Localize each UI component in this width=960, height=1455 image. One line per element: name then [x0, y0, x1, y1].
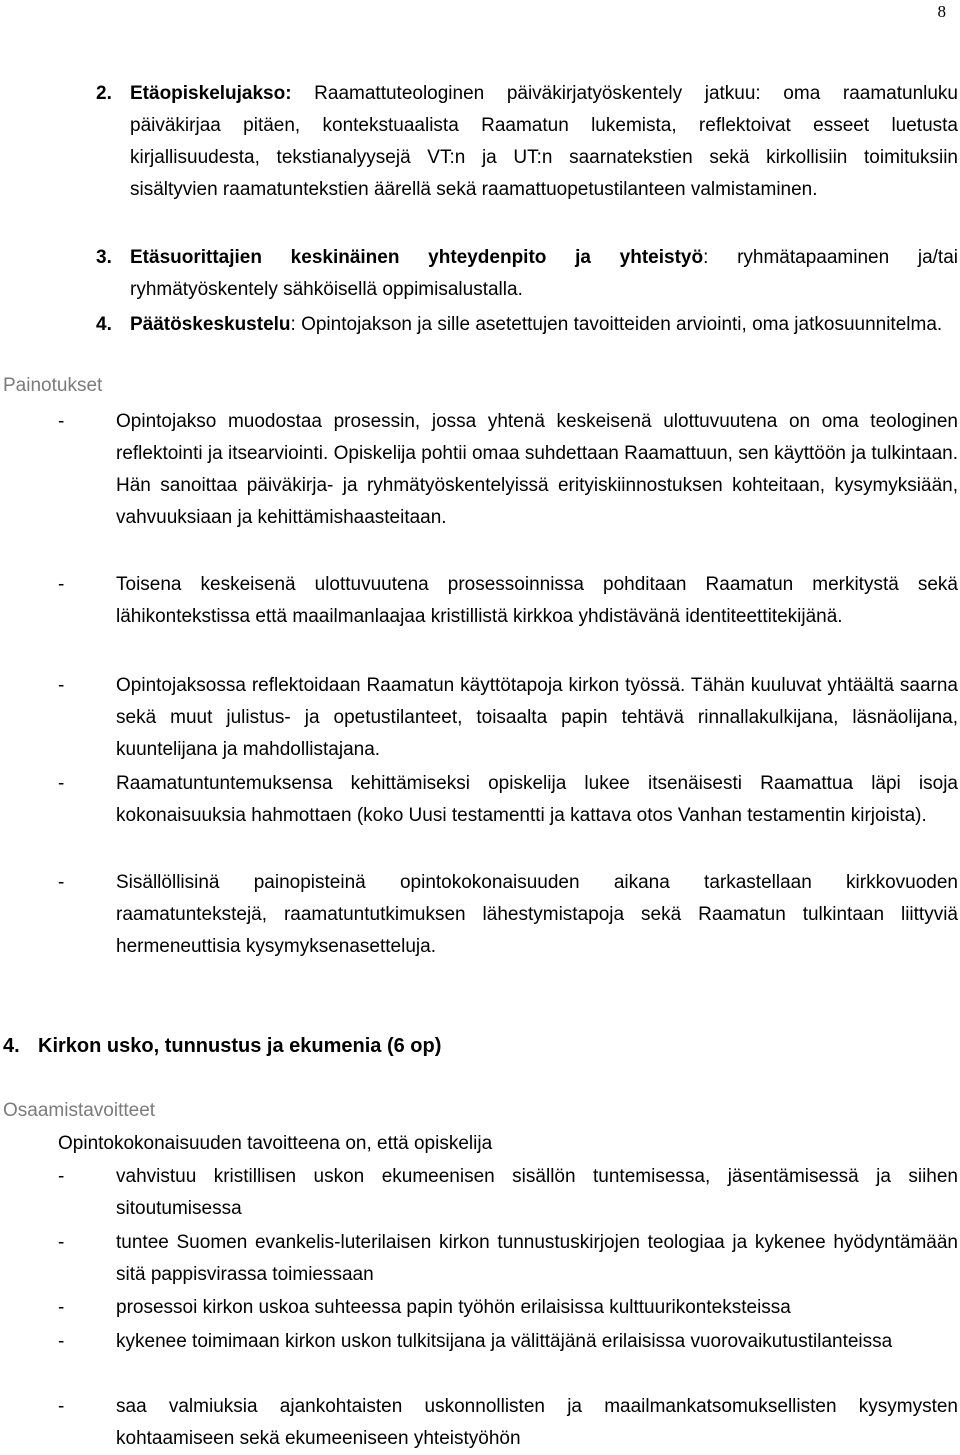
dash-marker: -: [58, 872, 65, 893]
painotus-item-5: [58, 867, 958, 963]
item-number: 3.: [96, 247, 112, 268]
painotus-item-2: [58, 569, 958, 633]
goal-text: kykenee toimimaan kirkon uskon tulkitsijana ja välittäjänä erilaisissa vuorovaikutustilanteissa: [116, 1331, 893, 1352]
numbered-item-4: [96, 309, 958, 341]
painotus-item-3: [58, 670, 958, 766]
item-number: 4.: [96, 314, 112, 335]
goal-item-1: [58, 1161, 958, 1225]
painotus-text: Opintojakso muodostaa prosessin, jossa yhtenä keskeisenä ulottuvuutena on oma teologinen reflektointi ja itsearviointi. Opiskelija pohtii omaa suhdettaan Raamattuun, sen käyttöön ja tulkintaan. Hän sanoittaa päiväkirja- ja ryhmätyöskentelyissä erityiskiinnostuksen kohteitaan, kysymyksiään, vahvuuksiaan ja kehittämishaasteitaan.: [116, 411, 958, 528]
dash-marker: -: [58, 1232, 65, 1253]
dash-marker: -: [58, 1166, 65, 1187]
dash-marker: -: [58, 1396, 65, 1417]
painotus-text: Toisena keskeisenä ulottuvuutena prosessoinnissa pohditaan Raamatun merkitystä sekä lähikontekstissa että maailmanlaajaa kristillistä kirkkoa yhdistävänä identiteettitekijänä.: [116, 574, 958, 627]
painotus-text: Opintojaksossa reflektoidaan Raamatun käyttötapoja kirkon työssä. Tähän kuuluvat yhtäältä saarna sekä muut julistus- ja opetustilanteet, toisaalta papin tehtävä rinnallakulkijana, läsnäolijana, kuuntelijana ja mahdollistajana.: [116, 675, 958, 760]
goals-intro: Opintokokonaisuuden tavoitteena on, että opiskelija: [58, 1133, 493, 1154]
dash-marker: -: [58, 411, 65, 432]
goal-text: saa valmiuksia ajankohtaisten uskonnollisten ja maailmankatsomuksellisten kysymysten kohtaamiseen sekä ekumeeniseen yhteistyöhön: [116, 1396, 958, 1449]
painotus-text: Sisällöllisinä painopisteinä opintokokonaisuuden aikana tarkastellaan kirkkovuoden raamatuntekstejä, raamatuntutkimuksen lähestymistapoja sekä Raamatun tulkintaan liittyviä hermeneuttisia kysymyksenasetteluja.: [116, 872, 958, 957]
item-text: : Opintojakson ja sille asetettujen tavoitteiden arviointi, oma jatkosuunnitelma.: [290, 314, 943, 335]
section-title: [3, 1030, 441, 1062]
item-title: Päätöskeskustelu: [130, 314, 291, 335]
numbered-item-3: [96, 242, 958, 306]
item-text: Raamattuteologinen päiväkirjatyöskentely jatkuu: oma raamatunluku päiväkirjaa pitäen, kontekstuaalista Raamatun lukemista, reflektoivat esseet luetusta kirjallisuudesta, tekstianalyysejä VT:n ja UT:n saarnatekstien sekä kirkollisiin toimituksiin sisältyvien raamatuntekstien äärellä sekä raamattuopetustilanteen valmistaminen.: [130, 83, 958, 200]
page-number: 8: [937, 2, 946, 21]
dash-marker: -: [58, 773, 65, 794]
item-title: Etäopiskelujakso:: [130, 83, 292, 104]
painotukset-heading: Painotukset: [3, 375, 103, 396]
goal-text: tuntee Suomen evankelis-luterilaisen kirkon tunnustuskirjojen teologiaa ja kykenee hyödyntämään sitä pappisvirassa toimiessaan: [116, 1232, 958, 1285]
goal-item-5: [58, 1391, 958, 1455]
section-number: 4.: [3, 1035, 20, 1057]
osaamistavoitteet-heading: Osaamistavoitteet: [3, 1100, 156, 1121]
numbered-item-2: [96, 78, 958, 206]
goal-item-3: [58, 1292, 958, 1324]
item-body: [130, 309, 958, 341]
painotus-text: Raamatuntuntemuksensa kehittämiseksi opiskelija lukee itsenäisesti Raamattua läpi isoja kokonaisuuksia hahmottaen (koko Uusi testamentti ja kattava otos Vanhan testamentin kirjoista).: [116, 773, 958, 826]
dash-marker: -: [58, 574, 65, 595]
item-title: Etäsuorittajien keskinäinen yhteydenpito ja yhteistyö: [130, 247, 704, 268]
dash-marker: -: [58, 1297, 65, 1318]
goal-item-4: [58, 1326, 958, 1358]
section-title-text: Kirkon usko, tunnustus ja ekumenia (6 op): [38, 1035, 442, 1057]
goal-text: prosessoi kirkon uskoa suhteessa papin työhön erilaisissa kulttuurikonteksteissa: [116, 1297, 791, 1318]
item-text: : ryhmätapaaminen ja/tai ryhmätyöskentely sähköisellä oppimisalustalla.: [130, 247, 958, 300]
painotus-item-4: [58, 768, 958, 832]
item-body: [130, 242, 958, 306]
dash-marker: -: [58, 675, 65, 696]
goal-text: vahvistuu kristillisen uskon ekumeenisen sisällön tuntemisessa, jäsentämisessä ja siihen sitoutumisessa: [116, 1166, 958, 1219]
dash-marker: -: [58, 1331, 65, 1352]
item-body: [130, 78, 958, 206]
painotus-item-1: [58, 406, 958, 534]
goal-item-2: [58, 1227, 958, 1291]
item-number: 2.: [96, 83, 112, 104]
